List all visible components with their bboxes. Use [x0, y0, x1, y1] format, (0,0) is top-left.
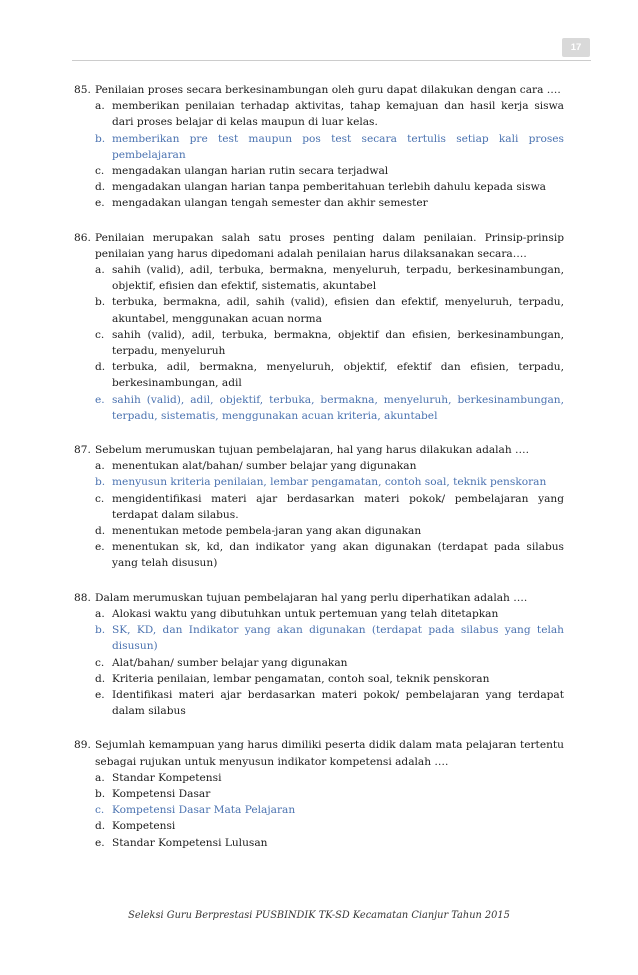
question-85	[74, 82, 564, 212]
option-d: d. mengadakan ulangan harian tanpa pemberitahuan terlebih dahulu kepada siswa	[95, 181, 547, 194]
question-list	[74, 82, 564, 869]
option-e: e. Standar Kompetensi Lulusan	[95, 836, 268, 849]
question-number: 87.	[74, 444, 91, 457]
option-a: a. sahih (valid), adil, terbuka, bermakna, menyeluruh, terpadu, berkesinambungan, objektif, efisien dan efektif, sistematis, akuntabel	[95, 264, 564, 293]
option-e: e. menentukan sk, kd, dan indikator yang akan digunakan (terdapat pada silabus yang telah disusun)	[95, 541, 564, 570]
option-b-answer: b. menyusun kriteria penilaian, lembar pengamatan, contoh soal, teknik penskoran	[95, 476, 547, 489]
option-b-answer: b. SK, KD, dan Indikator yang akan digunakan (terdapat pada silabus yang telah disusun)	[95, 624, 564, 653]
question-text: Penilaian proses secara berkesinambungan oleh guru dapat dilakukan dengan cara ….	[95, 84, 561, 96]
question-text: Penilaian merupakan salah satu proses penting dalam penilaian. Prinsip-prinsip penilaian yang harus dipedomani adalah penilaian harus dilaksanakan secara….	[95, 231, 564, 260]
question-text: Dalam merumuskan tujuan pembelajaran hal yang perlu diperhatikan adalah ….	[95, 591, 528, 604]
question-number: 86.	[74, 231, 91, 244]
question-number: 89.	[74, 739, 91, 752]
option-e-answer: e. sahih (valid), adil, objektif, terbuka, bermakna, menyeluruh, berkesinambungan, terpadu, sistematis, menggunakan acuan kriteria, akuntabel	[95, 393, 564, 422]
option-c: c. mengadakan ulangan harian rutin secara terjadwal	[95, 165, 389, 178]
page-number-badge	[562, 38, 590, 57]
option-c: c. sahih (valid), adil, terbuka, bermakna, objektif dan efisien, berkesinambungan, terpadu, menyeluruh	[95, 328, 564, 358]
question-87	[74, 442, 564, 572]
option-a: a. Alokasi waktu yang dibutuhkan untuk pertemuan yang telah ditetapkan	[95, 607, 499, 620]
question-text: Sejumlah kemampuan yang harus dimiliki peserta didik dalam mata pelajaran tertentu sebagai rujukan untuk menyusun indikator kompetensi adalah ….	[95, 739, 564, 768]
page-number: 17	[570, 42, 582, 53]
option-d: d. Kompetensi	[95, 820, 176, 833]
option-d: d. Kriteria penilaian, lembar pengamatan, contoh soal, teknik penskoran	[95, 672, 490, 685]
question-number: 88.	[74, 591, 91, 604]
option-a: a. memberikan penilaian terhadap aktivitas, tahap kemajuan dan hasil kerja siswa dari proses belajar di kelas maupun di luar kelas.	[95, 100, 564, 129]
option-b: b. terbuka, bermakna, adil, sahih (valid), efisien dan efektif, menyeluruh, terpadu, akuntabel, menggunakan acuan norma	[95, 296, 564, 325]
option-e: e. mengadakan ulangan tengah semester dan akhir semester	[95, 197, 428, 210]
page-footer: Seleksi Guru Berprestasi PUSBINDIK TK-SD Kecamatan Cianjur Tahun 2015	[128, 910, 510, 921]
option-c: c. mengidentifikasi materi ajar berdasarkan materi pokok/ pembelajaran yang terdapat dalam silabus.	[95, 492, 564, 521]
option-d: d. terbuka, adil, bermakna, menyeluruh, objektif, efektif dan efisien, terpadu, berkesinambungan, adil	[95, 361, 564, 390]
option-c: c. Alat/bahan/ sumber belajar yang digunakan	[95, 656, 348, 669]
option-b: b. Kompetensi Dasar	[95, 787, 211, 800]
option-c-answer: c. Kompetensi Dasar Mata Pelajaran	[95, 804, 296, 817]
header-rule	[72, 60, 591, 61]
option-e: e. Identifikasi materi ajar berdasarkan materi pokok/ pembelajaran yang terdapat dalam silabus	[95, 688, 564, 718]
option-d: d. menentukan metode pembela-jaran yang akan digunakan	[95, 525, 422, 538]
question-number: 85.	[74, 84, 91, 96]
option-a: a. Standar Kompetensi	[95, 771, 222, 784]
option-b-answer: b. memberikan pre test maupun pos test secara tertulis setiap kali proses pembelajaran	[95, 132, 564, 161]
question-text: Sebelum merumuskan tujuan pembelajaran, hal yang harus dilakukan adalah ….	[95, 444, 530, 457]
question-89	[74, 737, 564, 850]
question-88	[74, 590, 564, 720]
question-86	[74, 230, 564, 424]
option-a: a. menentukan alat/bahan/ sumber belajar yang digunakan	[95, 460, 417, 473]
